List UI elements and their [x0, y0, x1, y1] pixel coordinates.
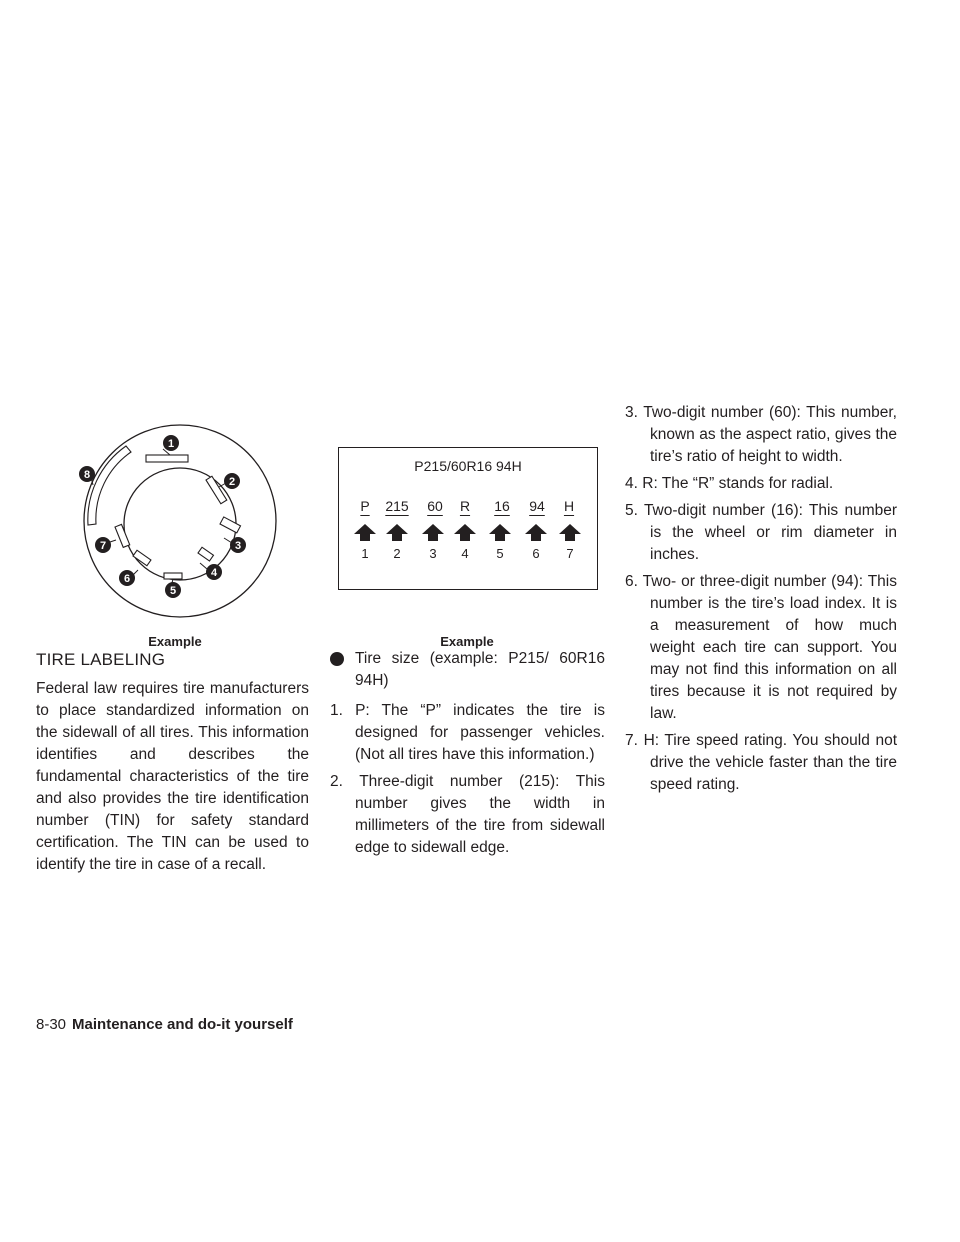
tire-code-box [338, 447, 598, 590]
tire-sidewall-diagram [60, 400, 330, 635]
arrow-row [339, 522, 597, 544]
callout-marker-1: 1 [330, 652, 344, 666]
code-num-7: 7 [566, 546, 574, 561]
code-num-3: 3 [429, 546, 437, 561]
section-heading: TIRE LABELING [36, 650, 166, 669]
code-num-6: 6 [532, 546, 540, 561]
code-part-60: 60 [427, 498, 443, 514]
rim-inner-circle [124, 468, 236, 580]
callout-item [321, 648, 605, 692]
marking-7 [115, 524, 130, 547]
list-item: 7. H: Tire speed rating. You should not drive the vehicle faster than the tire speed rating. [625, 732, 897, 793]
column-1 [36, 650, 309, 876]
code-part-r: R [459, 498, 471, 514]
column-2 [321, 648, 605, 864]
arrow-up-icon [559, 524, 581, 541]
callout-7: 7 [99, 540, 107, 552]
callout-4: 4 [210, 567, 218, 579]
list-item: 3. Two-digit number (60): This number, known as the aspect ratio, gives the tire’s ratio of height to width. [625, 404, 897, 465]
code-num-5: 5 [496, 546, 504, 561]
code-part-h: H [563, 498, 575, 514]
marking-4 [198, 547, 213, 561]
callout-8: 8 [83, 469, 91, 481]
marking-5 [164, 573, 182, 579]
marking-6 [133, 550, 151, 565]
callout-2: 2 [228, 476, 236, 488]
code-num-1: 1 [361, 546, 369, 561]
page-footer [36, 1016, 536, 1033]
callout-1: 1 [167, 438, 175, 450]
tire-code-title: P215/60R16 94H [414, 458, 522, 474]
arrow-up-icon [354, 524, 376, 541]
callout-item-text: Tire size (example: P215/ 60R16 94H) [355, 650, 605, 689]
page-number: 8-30 [36, 1016, 67, 1033]
arrow-up-icon [422, 524, 444, 541]
arrow-up-icon [489, 524, 511, 541]
marking-1 [146, 455, 188, 462]
list-item: 6. Two- or three-digit number (94): This number is the tire’s load index. It is a measurement of how much weight each tire can support. You may not find this information on all tires because it is not required by law. [625, 573, 897, 722]
code-num-4: 4 [461, 546, 469, 561]
code-part-16: 16 [494, 498, 510, 514]
marking-2 [206, 476, 227, 503]
figure1-caption: Example [148, 634, 202, 649]
code-part-p: P [360, 498, 370, 514]
list-item: 4. R: The “R” stands for radial. [625, 475, 834, 492]
list-item: 2. Three-digit number (215): This number gives the width in millimeters of the tire from sidewall edge to sidewall edge. [330, 773, 605, 856]
arrow-up-icon [386, 524, 408, 541]
code-part-215: 215 [385, 498, 409, 514]
callout-5: 5 [169, 585, 177, 597]
code-part-94: 94 [529, 498, 545, 514]
arrow-up-icon [525, 524, 547, 541]
marking-3 [220, 517, 241, 533]
callout-3: 3 [234, 540, 242, 552]
code-num-2: 2 [393, 546, 401, 561]
figure2-caption: Example [440, 634, 494, 649]
list-item: 5. Two-digit number (16): This number is the wheel or rim diameter in inches. [625, 502, 898, 563]
callout-6: 6 [123, 573, 131, 585]
list-item: 1. P: The “P” indicates the tire is designed for passenger vehicles. (Not all tires have this information.) [330, 702, 605, 763]
intro-paragraph: Federal law requires tire manufacturers to place standardized information on the sidewall of all tires. This information identifies and describes the fundamental characteristics of the tire and also provides the tire identification number (TIN) for safety standard certification. The TIN can be used to identify the tire in case of a recall. [36, 680, 309, 873]
column-3 [625, 402, 897, 801]
footer-section-title: Maintenance and do-it yourself [72, 1016, 293, 1033]
arrow-up-icon [454, 524, 476, 541]
